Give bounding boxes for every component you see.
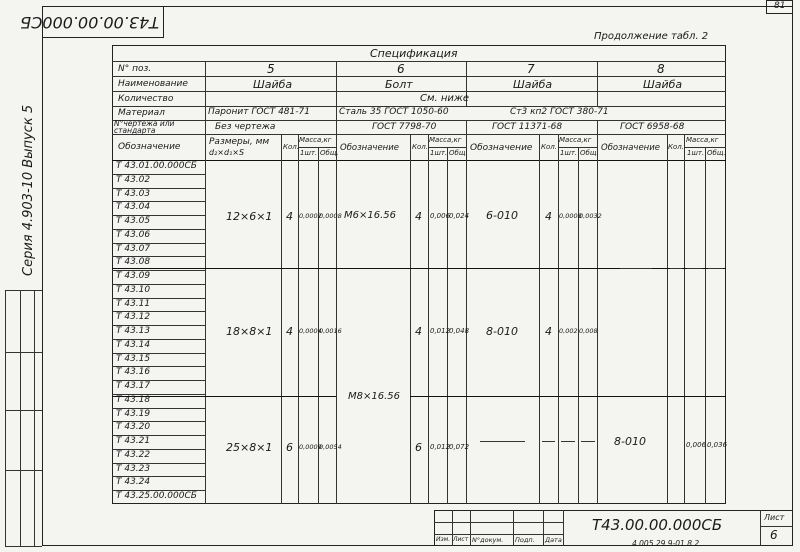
sub-massa-5: Масса,кг [299, 136, 332, 144]
tb-v2 [470, 510, 471, 546]
binding-h3 [5, 470, 42, 471]
tb-h1 [434, 522, 563, 523]
sub-all-5: Общ. [320, 149, 339, 157]
binding-bottom [5, 546, 42, 547]
g2-washer7: 8-010 [486, 325, 518, 338]
g3-m8-one: 0,006 [686, 441, 707, 449]
sub-all-6: Общ. [449, 149, 468, 157]
g1-dash-8-kol [670, 268, 682, 269]
tb-col-data: Дата [545, 536, 562, 544]
designation-row-line [112, 353, 205, 354]
sub-sizes: Размеры, мм [209, 137, 270, 147]
tb-v6 [760, 510, 761, 546]
designation-row: Т 43.21 [116, 436, 151, 447]
std-5: Без чертежа [215, 122, 276, 132]
sub-massa-6: Масса,кг [429, 136, 462, 144]
label-drawing: N°чертежа или стандарта [114, 119, 175, 135]
sub-one-7: 1шт. [560, 149, 578, 157]
pos-5: 5 [267, 62, 275, 76]
sub-one-5: 1шт. [300, 149, 318, 157]
label-qty: Количество [118, 94, 174, 104]
corner-number: 81 [774, 1, 786, 11]
designation-row: Т 43.07 [116, 243, 151, 254]
designation-row: Т 43.12 [116, 312, 151, 323]
designation-row-line [112, 243, 205, 244]
g3-dash-7-kol [542, 441, 555, 442]
designation-row: Т 43.24 [116, 477, 151, 488]
std-8: ГОСТ 6958-68 [620, 122, 685, 132]
designation-row: Т 43.25.00.000СБ [116, 491, 197, 502]
tb-footer: 4.005.29.9-01 8.2 [632, 539, 700, 548]
g1-kol5: 4 [286, 210, 293, 223]
designation-row: Т 43.17 [116, 381, 151, 392]
designation-row-line [112, 298, 205, 299]
material-5: Паронит ГОСТ 481-71 [208, 107, 310, 117]
designation-row-line [112, 270, 205, 271]
g3-dash-7-oboz [480, 441, 525, 442]
material-78: Ст3 кп2 ГОСТ 380-71 [510, 107, 609, 117]
designation-row-line [112, 476, 205, 477]
g3-m5-all: 0,0054 [319, 443, 342, 451]
label-designation: Обозначение [118, 142, 181, 152]
sub-oboz-8: Обозначение [601, 143, 660, 153]
designation-row: Т 43.04 [116, 202, 151, 213]
g1-dash-8-oboz [620, 268, 652, 269]
tb-v5 [563, 510, 564, 546]
name-6: Болт [385, 78, 413, 91]
designation-row-line [112, 284, 205, 285]
designation-row-line [112, 435, 205, 436]
v-c7-m1 [558, 134, 559, 504]
g2-m6-all: 0,048 [449, 327, 470, 335]
designation-row-line [112, 380, 205, 381]
designation-row: Т 43.09 [116, 271, 151, 282]
v-c5-kol [281, 134, 282, 504]
designation-row: Т 43.05 [116, 216, 151, 227]
sub-massa-7: Масса,кг [559, 136, 592, 144]
designation-row-line [112, 394, 205, 395]
g2-m5-one: 0,0004 [299, 327, 322, 335]
series-label: Серия 4.903-10 Выпуск 5 [21, 104, 36, 276]
v-c8-kol [667, 134, 668, 504]
designation-row: Т 43.10 [116, 284, 151, 295]
designation-row: Т 43.02 [116, 174, 151, 185]
g1-washer7: 6-010 [486, 209, 518, 222]
g2-m7-one: 0,002 [559, 327, 578, 335]
label-pos: N° поз. [118, 64, 152, 74]
label-name: Наименование [118, 79, 188, 89]
designation-row: Т 43.23 [116, 463, 151, 474]
designation-row: Т 43.16 [116, 367, 151, 378]
v-c7-m2 [578, 147, 579, 504]
designation-row-line [112, 339, 205, 340]
designation-row-line [112, 449, 205, 450]
v-c6-kol [410, 134, 411, 504]
name-7: Шайба [513, 78, 553, 91]
g2-kol7: 4 [545, 325, 552, 338]
group-sep-2b [410, 396, 726, 397]
g2-m7-all: 0,008 [579, 327, 598, 335]
g1-kol6: 4 [415, 210, 422, 223]
v-c6-m1 [428, 134, 429, 504]
material-6: Сталь 35 ГОСТ 1050-60 [339, 107, 449, 117]
binding-h2 [5, 410, 42, 411]
std-6: ГОСТ 7798-70 [372, 122, 437, 132]
continuation-label: Продолжение табл. 2 [594, 31, 709, 42]
top-code-text: Т43.00.00.000СБ [20, 13, 159, 32]
std-7: ГОСТ 11371-68 [492, 122, 563, 132]
g3-m8-all: 0,036 [707, 441, 728, 449]
v-col6 [336, 61, 337, 504]
g1-dash-8-m1 [687, 268, 702, 269]
sub-kol-5: Кол. [283, 143, 299, 151]
sub-oboz-7: Обозначение [470, 143, 533, 153]
designation-row: Т 43.14 [116, 339, 151, 350]
designation-row-line [112, 201, 205, 202]
group-sep-2 [112, 396, 336, 397]
g3-bolt: М8×16.56 [348, 391, 400, 402]
designation-row-line [112, 256, 205, 257]
designation-row: Т 43.11 [116, 298, 151, 309]
designation-row: Т 43.06 [116, 229, 151, 240]
designation-row: Т 43.15 [116, 353, 151, 364]
g1-size: 12×6×1 [226, 210, 273, 223]
designation-row-line [112, 311, 205, 312]
binding-h1 [5, 352, 42, 353]
sub-all-8: Общ. [707, 149, 726, 157]
g1-bolt: М6×16.56 [344, 210, 396, 221]
g2-kol6: 4 [415, 325, 422, 338]
designation-row-line [112, 490, 205, 491]
v-c8-m1 [684, 134, 685, 504]
pos-7: 7 [527, 62, 535, 76]
designation-row: Т 43.19 [116, 408, 151, 419]
g3-dash-7-m2 [581, 441, 595, 442]
g1-m6-one: 0,006 [430, 212, 451, 220]
sub-kol-7: Кол. [541, 143, 557, 151]
v-c7-kol [539, 134, 540, 504]
sub-kol-6: Кол. [412, 143, 428, 151]
tb-h2 [434, 534, 563, 535]
g3-kol5: 6 [286, 441, 293, 454]
designation-row: Т 43.20 [116, 422, 151, 433]
designation-row-line [112, 408, 205, 409]
g1-dash-8-m2 [708, 268, 723, 269]
designation-row: Т 43.13 [116, 326, 151, 337]
g1-m5-all: 0,0008 [319, 212, 342, 220]
g3-size: 25×8×1 [226, 441, 273, 454]
sub-oboz-6: Обозначение [340, 143, 399, 153]
pos-6: 6 [397, 62, 405, 76]
g3-m6-one: 0,012 [430, 443, 451, 451]
sub-sizes-formula: d₂×d₁×S [209, 148, 245, 157]
designation-row: Т 43.08 [116, 257, 151, 268]
g3-kol6: 6 [415, 441, 422, 454]
sub-one-6: 1шт. [430, 149, 448, 157]
g2-m5-all: 0,0016 [319, 327, 342, 335]
g2-m6-one: 0,012 [430, 327, 451, 335]
tb-sheet-no: 6 [770, 528, 778, 542]
g1-m7-all: 0,0032 [579, 212, 602, 220]
tb-col-podp: Подп. [515, 536, 535, 544]
designation-row: Т 43.03 [116, 188, 151, 199]
designation-row: Т 43.18 [116, 394, 151, 405]
tb-h3 [760, 526, 793, 527]
g1-m5-one: 0,0002 [299, 212, 322, 220]
tb-code: Т43.00.00.000СБ [592, 516, 723, 534]
h-c6-massa [428, 147, 466, 148]
tb-col-list: Лист [453, 536, 469, 543]
binding-line-3 [34, 290, 35, 546]
h-c7-massa [558, 147, 597, 148]
g2-kol5: 4 [286, 325, 293, 338]
v-col8b [597, 120, 598, 504]
tb-col-izm: Изм. [436, 536, 451, 543]
designation-row-line [112, 421, 205, 422]
g1-kol7: 4 [545, 210, 552, 223]
designation-row-line [112, 188, 205, 189]
g3-m6-all: 0,072 [449, 443, 470, 451]
h-c5-massa [298, 147, 336, 148]
g1-m7-one: 0,0008 [559, 212, 582, 220]
name-5: Шайба [253, 78, 293, 91]
designation-row: Т 43.01.00.000СБ [116, 161, 197, 171]
qty-note: См. ниже [420, 93, 470, 104]
name-8: Шайба [643, 78, 683, 91]
sub-one-8: 1шт. [687, 149, 705, 157]
sub-massa-8: Масса,кг [686, 136, 719, 144]
binding-top [5, 290, 42, 291]
designation-row-line [112, 463, 205, 464]
designation-row-line [112, 366, 205, 367]
binding-line-2 [20, 290, 21, 546]
designation-row-line [112, 325, 205, 326]
tb-v4 [543, 510, 544, 546]
v-c8-m2 [705, 147, 706, 504]
g3-m5-one: 0,0009 [299, 443, 322, 451]
designation-row-line [112, 174, 205, 175]
sub-all-7: Общ. [580, 149, 599, 157]
tb-v3 [513, 510, 514, 546]
label-material: Материал [118, 108, 165, 118]
pos-8: 8 [657, 62, 665, 76]
g2-size: 18×8×1 [226, 325, 273, 338]
tb-col-doc: N°докум. [472, 536, 504, 544]
designation-row-line [112, 229, 205, 230]
g3-washer8: 8-010 [614, 435, 646, 448]
designation-row-line [112, 215, 205, 216]
tb-sheet-label: Лист [764, 513, 785, 522]
v-col8 [597, 61, 598, 106]
g1-m6-all: 0,024 [449, 212, 470, 220]
binding-line-1 [5, 290, 6, 546]
table-title: Спецификация [370, 47, 458, 60]
h-c8-massa [684, 147, 726, 148]
g3-dash-7-m1 [561, 441, 575, 442]
v-label-col [205, 61, 206, 504]
sub-kol-8: Кол. [668, 143, 684, 151]
designation-row: Т 43.22 [116, 449, 151, 460]
